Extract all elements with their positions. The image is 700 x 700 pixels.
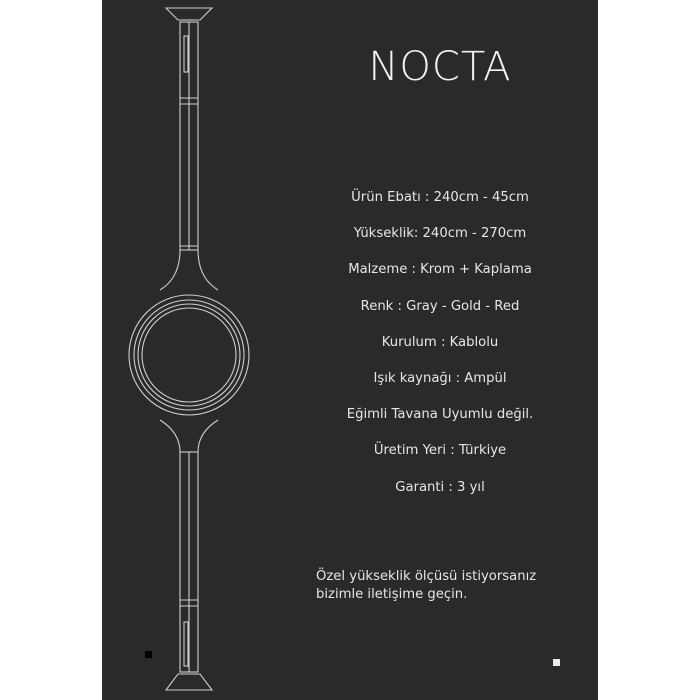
spec-light-source: Işık kaynağı : Ampül <box>373 370 507 386</box>
contact-line-2: bizimle iletişime geçin. <box>316 587 468 602</box>
spec-installation: Kurulum : Kablolu <box>381 334 499 350</box>
contact-line-1: Özel yükseklik ölçüsü istiyorsanız <box>316 569 537 584</box>
light-square-marker <box>553 659 560 666</box>
lamp-ring-inner <box>138 304 240 406</box>
dark-square-marker <box>145 651 152 658</box>
ceiling-canopy <box>166 8 212 20</box>
custom-height-note <box>316 568 576 604</box>
spec-color: Renk : Gray - Gold - Red <box>360 298 520 314</box>
spec-origin: Üretim Yeri : Türkiye <box>373 443 507 459</box>
spec-list <box>320 187 560 513</box>
spec-height: Yükseklik: 240cm - 270cm <box>353 226 527 242</box>
spec-dimensions: Ürün Ebatı : 240cm - 45cm <box>351 190 529 205</box>
product-title: NOCTA <box>368 44 512 90</box>
spec-warranty: Garanti : 3 yıl <box>395 479 485 495</box>
spec-ceiling: Eğimli Tavana Uyumlu değil. <box>346 407 534 423</box>
floor-canopy <box>166 674 212 690</box>
lamp-ring-outer <box>129 295 249 415</box>
spec-material: Malzeme : Krom + Kaplama <box>348 262 532 278</box>
